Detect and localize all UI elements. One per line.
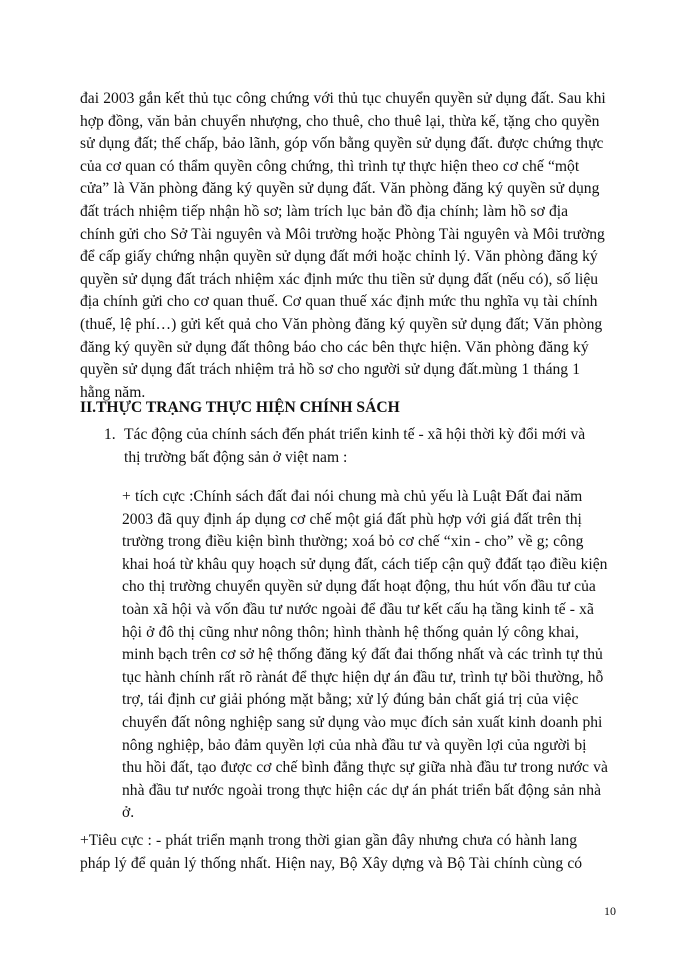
text-line: cho thị trường chuyển quyền sử dụng đất hoạt động, thu hút vốn đầu tư của	[122, 578, 596, 596]
text-line: thị trường bất động sản ở việt nam :	[124, 448, 348, 466]
text-line: quyền sử dụng đất trách nhiệm xác định mức thu tiền sử dụng đất (nếu có), số liệu	[80, 270, 599, 288]
text-line: chuyển đất nông nghiệp sang sử dụng vào mục đích sản xuất kinh doanh phi	[122, 713, 603, 731]
text-line: khai hoá từ khâu quy hoạch sử dụng đất, cách tiếp cận quỹ đđất tạo điều kiện	[122, 555, 608, 573]
text-line: toàn xã hội và vốn đầu tư nước ngoài để đầu tư kết cấu hạ tầng kinh tế - xã	[122, 600, 594, 618]
item-text	[124, 424, 620, 469]
text-line: đai 2003 gắn kết thủ tục công chứng với thủ tục chuyển quyền sử dụng đất. Sau khi	[80, 90, 606, 107]
text-line: (thuế, lệ phí…) gửi kết quả cho Văn phòng đăng ký quyền sử dụng đất; Văn phòng	[80, 315, 603, 333]
text-line: nông nghiệp, bảo đảm quyền lợi của nhà đầu tư và quyền lợi của người bị	[122, 736, 587, 754]
text-line: chính gửi cho Sở Tài nguyên và Môi trường hoặc Phòng Tài nguyên và Môi trường	[80, 225, 605, 243]
text-line: của cơ quan có thẩm quyền công chứng, thì trình tự thực hiện theo cơ chế “một	[80, 157, 580, 175]
text-line: quyền sử dụng đất trách nhiệm trả hồ sơ cho người sử dụng đất.mùng 1 tháng 1	[80, 361, 581, 379]
text-line: địa chính gửi cho cơ quan thuế. Cơ quan thuế xác định mức thu nghĩa vụ tài chính	[80, 293, 598, 311]
page-number: 10	[604, 904, 616, 918]
text-line: ở.	[122, 804, 135, 822]
text-line: hợp đồng, văn bản chuyển nhượng, cho thuê, cho thuê lại, thừa kế, tặng cho quyền	[80, 112, 600, 130]
text-line: sử dụng đất; thế chấp, bảo lãnh, góp vốn bằng quyền sử dụng đất. được chứng thực	[80, 135, 604, 153]
text-line: thu hồi đất, tạo được cơ chế bình đẳng thực sự giữa nhà đầu tư trong nước và	[122, 759, 608, 777]
negative-paragraph	[80, 830, 625, 875]
positive-paragraph	[122, 486, 622, 825]
intro-paragraph	[80, 88, 620, 404]
text-line: + tích cực :Chính sách đất đai nói chung mà chủ yếu là Luật Đất đai năm	[122, 488, 583, 505]
text-line: tục hành chính rất rõ rànát để thực hiện dự án đầu tư, trình tự bồi thường, hỗ	[122, 668, 604, 686]
text-line: cửa” là Văn phòng đăng ký quyền sử dụng đất. Văn phòng đăng ký quyền sử dụng	[80, 180, 600, 198]
text-line: đăng ký quyền sử dụng đất thông báo cho các bên thực hiện. Văn phòng đăng ký	[80, 338, 589, 356]
text-line: hằng năm.	[80, 383, 146, 401]
text-line: +Tiêu cực : - phát triển mạnh trong thời gian gần đây nhưng chưa có hành lang	[80, 832, 577, 849]
text-line: Tác động của chính sách đến phát triển kinh tế - xã hội thời kỳ đổi mới và	[124, 426, 586, 443]
text-line: đất trách nhiệm tiếp nhận hồ sơ; làm trích lục bản đồ địa chính; làm hồ sơ địa	[80, 202, 568, 220]
text-line: hội ở đô thị cũng như nông thôn; hình thành hệ thống quản lý công khai,	[122, 623, 579, 641]
text-line: 2003 đã quy định áp dụng cơ chế một giá đất phù hợp với giá đất trên thị	[122, 510, 582, 528]
text-line: pháp lý để quản lý thống nhất. Hiện nay, Bộ Xây dựng và Bộ Tài chính cùng có	[80, 854, 583, 872]
text-line: minh bạch trên cơ sở hệ thống đăng ký đất đai thống nhất và các trình tự thủ	[122, 646, 603, 664]
item-number: 1.	[104, 426, 116, 443]
section-heading: II.THỰC TRẠNG THỰC HIỆN CHÍNH SÁCH	[80, 399, 400, 416]
text-line: trợ, tái định cư giải phóng mặt bằng; xử lý đúng bản chất giá trị của việc	[122, 691, 579, 709]
text-line: trường trong điều kiện bình thường; xoá bỏ cơ chế “xin - cho” về g; công	[122, 533, 584, 551]
text-line: để cấp giấy chứng nhận quyền sử dụng đất mới hoặc chỉnh lý. Văn phòng đăng ký	[80, 248, 598, 266]
text-line: nhà đầu tư nước ngoài trong thực hiện các dự án phát triển bất động sản nhà	[122, 781, 602, 799]
